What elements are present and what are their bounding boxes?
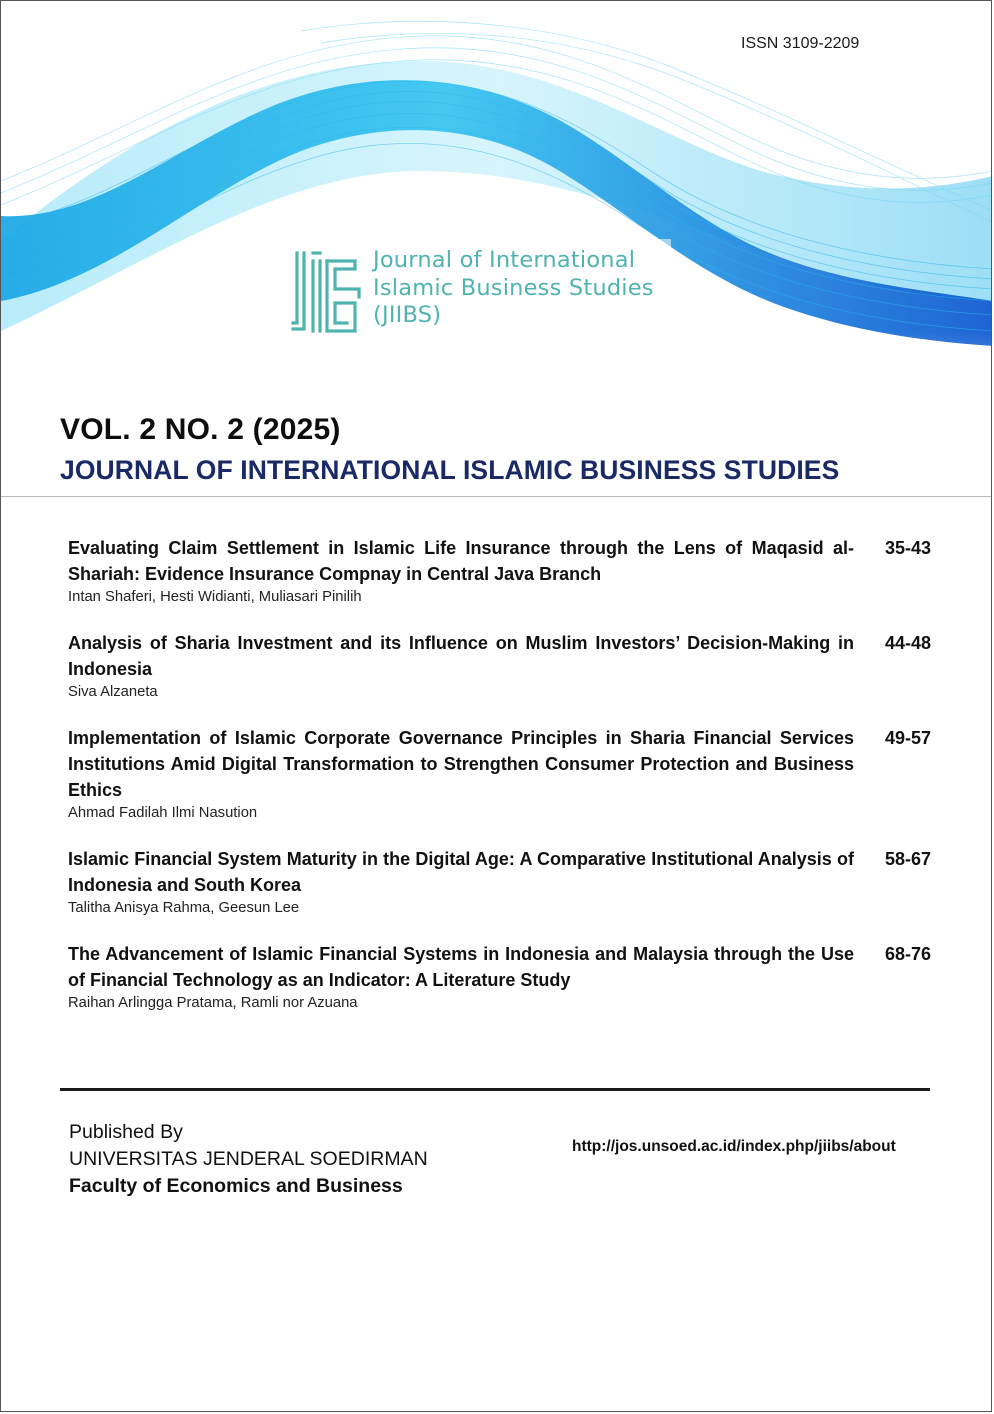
article-pages: 35-43 — [884, 538, 931, 558]
logo-line-2: Islamic Business Studies — [373, 274, 654, 301]
article-authors: Talitha Anisya Rahma, Geesun Lee — [68, 900, 300, 916]
journal-url-link[interactable]: http://jos.unsoed.ac.id/index.php/jiibs/about — [572, 1138, 896, 1155]
article-title[interactable]: Analysis of Sharia Investment and its Influence on Muslim Investors’ Decision-Making in Indonesia — [68, 633, 854, 679]
issn-number: ISSN 3109-2209 — [741, 35, 860, 52]
article-title[interactable]: The Advancement of Islamic Financial Systems in Indonesia and Malaysia through the Use of Financial Technology as an Indicator: A Literature Study — [68, 944, 854, 990]
volume-issue: VOL. 2 NO. 2 (2025) — [60, 413, 341, 446]
article-entry[interactable] — [68, 846, 934, 918]
publisher-faculty: Faculty of Economics and Business — [69, 1175, 403, 1197]
logo-line-3: (JIIBS) — [373, 302, 442, 328]
published-by-label: Published By — [69, 1121, 183, 1143]
article-title[interactable]: Evaluating Claim Settlement in Islamic Life Insurance through the Lens of Maqasid al-Shariah: Evidence Insurance Compnay in Central Java Branch — [68, 538, 854, 584]
publisher-university: UNIVERSITAS JENDERAL SOEDIRMAN — [69, 1148, 428, 1170]
article-title[interactable]: Islamic Financial System Maturity in the Digital Age: A Comparative Institutional Analysis of Indonesia and South Korea — [68, 849, 854, 895]
article-pages: 58-67 — [884, 849, 931, 869]
publisher-block — [69, 1119, 428, 1200]
header-divider — [1, 496, 992, 497]
logo-wordmark — [373, 247, 654, 330]
logo-line-1: Journal of International — [373, 247, 636, 273]
article-entry[interactable] — [68, 630, 934, 702]
journal-title: JOURNAL OF INTERNATIONAL ISLAMIC BUSINESS STUDIES — [60, 455, 840, 485]
article-entry[interactable] — [68, 941, 934, 1013]
journal-logo — [291, 245, 671, 341]
article-authors: Intan Shaferi, Hesti Widianti, Muliasari Pinilih — [68, 589, 362, 605]
article-authors: Raihan Arlingga Pratama, Ramli nor Azuana — [68, 995, 358, 1011]
article-authors: Ahmad Fadilah Ilmi Nasution — [68, 805, 258, 821]
article-title[interactable]: Implementation of Islamic Corporate Governance Principles in Sharia Financial Services Institutions Amid Digital Transformation to Strengthen Consumer Protection and Business Ethics — [68, 728, 854, 800]
article-pages: 44-48 — [884, 633, 931, 653]
article-pages: 68-76 — [884, 944, 931, 964]
footer-divider — [60, 1088, 930, 1091]
jibs-logo-mark — [291, 247, 363, 337]
table-of-contents — [68, 535, 934, 1036]
article-entry[interactable] — [68, 725, 934, 823]
article-entry[interactable] — [68, 535, 934, 607]
article-authors: Siva Alzaneta — [68, 684, 158, 700]
article-pages: 49-57 — [884, 728, 931, 748]
